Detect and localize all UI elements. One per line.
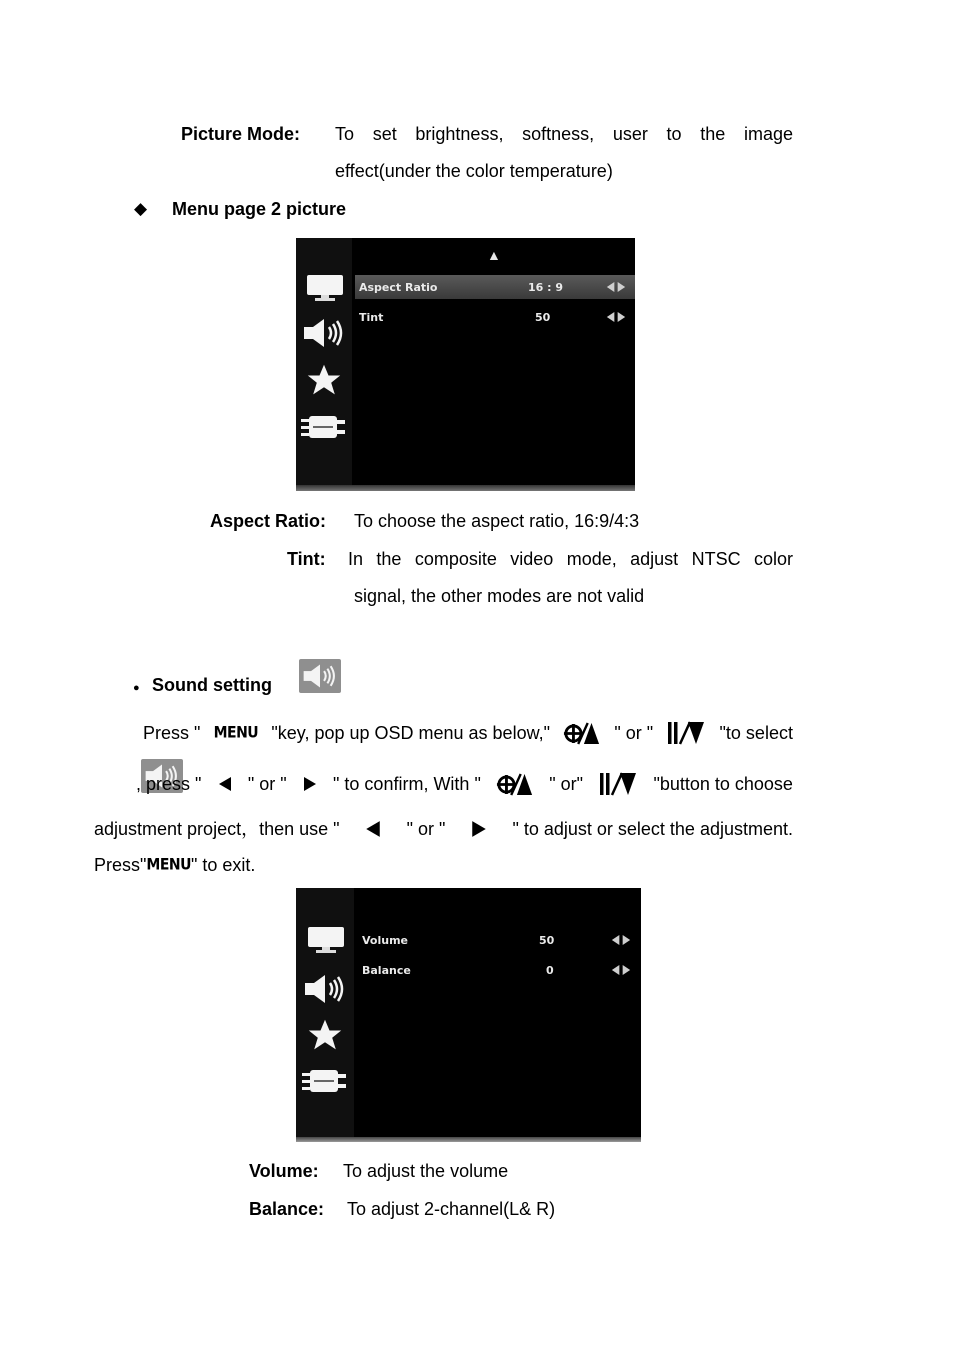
tint-desc-line2: signal, the other modes are not valid	[354, 586, 645, 606]
left-right-arrows-icon	[611, 934, 631, 946]
osd-row-tint-value: 50	[535, 311, 551, 324]
menu-page2-heading: Menu page 2 picture	[172, 199, 347, 219]
text-fragment: " to adjust or select the adjustment.	[512, 819, 793, 839]
left-arrow-key-icon	[364, 820, 382, 838]
text-fragment: " or "	[247, 774, 287, 794]
round-bullet-icon: ●	[133, 682, 140, 694]
sound-instructions-line4	[94, 854, 255, 876]
osd-bottom-bar	[296, 485, 635, 491]
text-fragment: " to confirm, With "	[333, 774, 481, 794]
tint-desc-line1: In the composite video mode, adjust NTSC color	[348, 549, 793, 569]
aspect-ratio-desc: To choose the aspect ratio, 16:9/4:3	[354, 511, 640, 531]
speaker-icon	[302, 316, 346, 350]
text-fragment: " to exit.	[191, 855, 256, 875]
aspect-ratio-label: Aspect Ratio:	[210, 511, 327, 531]
up-plus-key-icon	[563, 721, 601, 746]
osd-row-volume-label: Volume	[362, 934, 408, 947]
up-plus-key-icon	[496, 772, 534, 797]
sound-instructions-line3	[94, 818, 793, 840]
text-fragment: " or "	[406, 819, 446, 839]
right-arrow-key-icon	[470, 820, 488, 838]
picture-mode-desc-line1: To set brightness, softness, user to the image	[335, 124, 793, 144]
osd-row-tint-label: Tint	[359, 311, 384, 324]
tint-label: Tint:	[287, 549, 326, 569]
osd-row-aspect-ratio-label: Aspect Ratio	[359, 281, 438, 294]
speaker-icon	[302, 662, 338, 690]
balance-label: Balance:	[249, 1199, 325, 1219]
left-right-arrows-icon	[606, 311, 626, 323]
text-fragment: "to select	[719, 723, 793, 743]
speaker-icon	[303, 972, 347, 1006]
sound-instructions-line2	[136, 771, 793, 797]
down-key-icon	[666, 720, 706, 746]
osd-row-aspect-ratio-value: 16 : 9	[528, 281, 564, 294]
monitor-icon	[306, 924, 346, 956]
text-fragment: , press "	[136, 774, 202, 794]
up-arrow-icon: ▲	[487, 247, 501, 263]
down-key-icon	[598, 771, 638, 797]
text-fragment: adjustment project，then use "	[94, 819, 340, 839]
menu-key-icon: MENU	[146, 855, 191, 875]
osd-bottom-bar	[296, 1137, 641, 1142]
left-right-arrows-icon	[606, 281, 626, 293]
picture-mode-desc-line2: effect(under the color temperature)	[335, 161, 613, 181]
star-icon	[306, 362, 342, 398]
sound-instructions-line1	[143, 720, 793, 746]
text-fragment: " or"	[549, 774, 584, 794]
osd-row-balance-label: Balance	[362, 964, 411, 977]
text-fragment: Press "	[143, 723, 201, 743]
sound-setting-heading: Sound setting	[152, 675, 272, 695]
osd-row-volume-value: 50	[539, 934, 555, 947]
menu-key-icon: MENU	[213, 723, 259, 743]
left-arrow-key-icon	[217, 776, 233, 792]
text-fragment: "button to choose	[653, 774, 793, 794]
text-fragment: Press"	[94, 855, 147, 875]
monitor-icon	[305, 272, 345, 304]
connector-icon	[300, 1064, 348, 1098]
star-icon	[307, 1017, 343, 1053]
picture-mode-label: Picture Mode:	[181, 124, 301, 144]
left-right-arrows-icon	[611, 964, 631, 976]
text-fragment: " or "	[614, 723, 654, 743]
diamond-bullet-icon: ◆	[134, 199, 148, 218]
sound-menu-icon	[299, 659, 341, 693]
osd-menu-page2-screenshot	[296, 238, 635, 491]
osd-row-balance-value: 0	[546, 964, 554, 977]
volume-label: Volume:	[249, 1161, 319, 1181]
osd-sound-menu-screenshot	[296, 888, 641, 1142]
right-arrow-key-icon	[302, 776, 318, 792]
text-fragment: "key, pop up OSD menu as below,"	[271, 723, 550, 743]
balance-desc: To adjust 2-channel(L& R)	[347, 1199, 556, 1219]
connector-icon	[299, 410, 347, 444]
volume-desc: To adjust the volume	[343, 1161, 509, 1181]
